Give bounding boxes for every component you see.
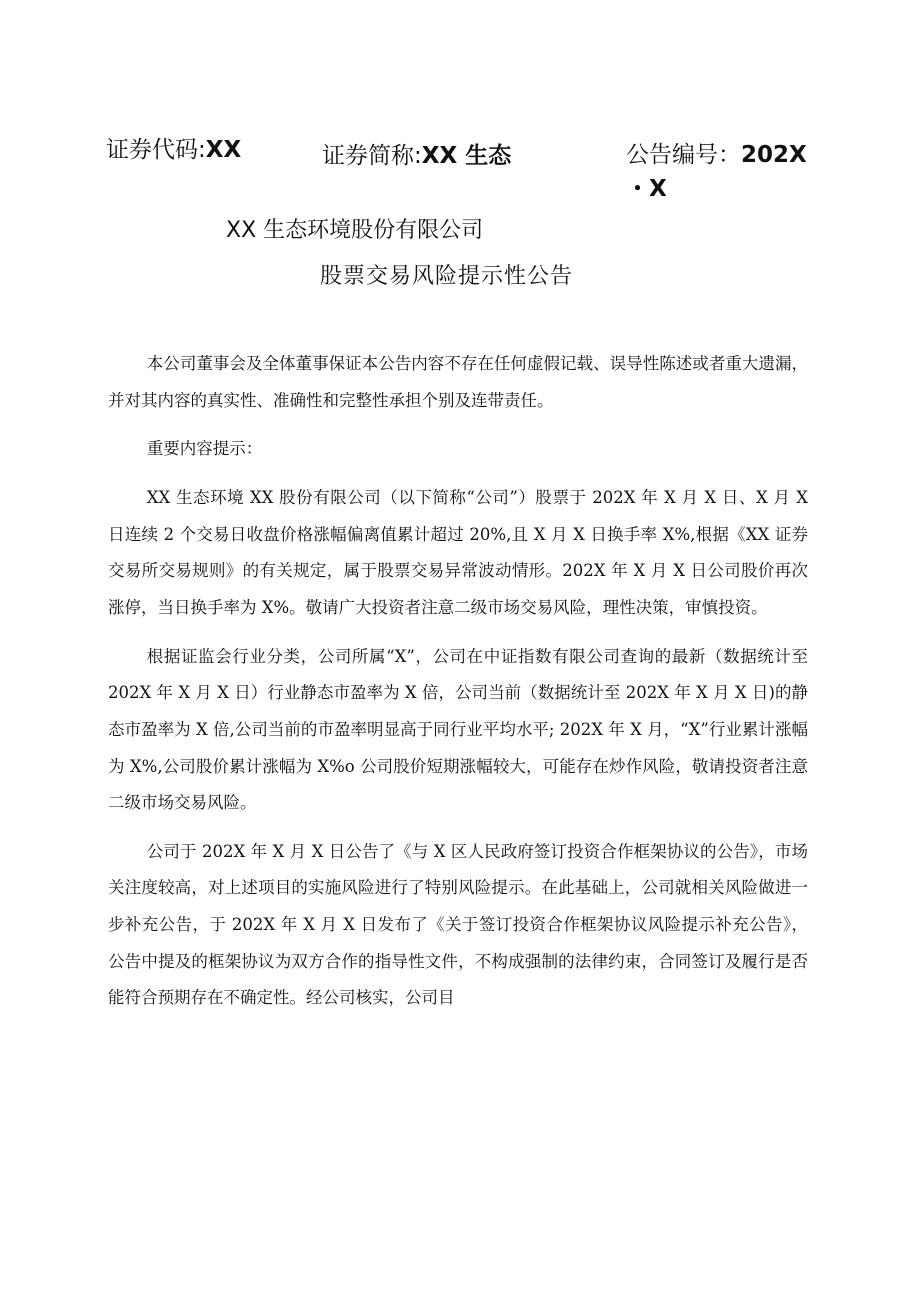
- notice-number-continued: [626, 170, 667, 203]
- trading-anomaly-paragraph: XX 生态环境 XX 股份有限公司（以下简称“公司”）股票于 202X 年 X 月 X 日、X 月 X 日连续 2 个交易日收盘价格涨幅偏离值累计超过 20%,且 X 月 X 日换手率 X%,根据《XX 证券交易所交易规则》的有关规定，属于股票交易异常波动情形。202X 年 X 月 X 日公司股价再次涨停，当日换手率为 X%。敬请广大投资者注意二级市场交易风险，理性决策，审慎投资。: [108, 488, 808, 617]
- notice-number-label: 公告编号：: [626, 142, 741, 168]
- stock-code-label: 证券代码:: [106, 137, 206, 163]
- stock-code: [106, 131, 241, 164]
- stock-code-value: XX: [205, 137, 242, 163]
- framework-agreement-paragraph: 公司于 202X 年 X 月 X 日公告了《与 X 区人民政府签订投资合作框架协议的公告》，市场关注度较高，对上述项目的实施风险进行了特别风险提示。在此基础上，公司就相关风险做进一步补充公告，于 202X 年 X 月 X 日发布了《关于签订投资合作框架协议风险提示补充公告》，公告中提及的框架协议为双方合作的指导性文件，不构成强制的法律约束，合同签订及履行是否能符合预期存在不确定性。经公司核实，公司目: [108, 841, 808, 1008]
- pe-ratio-paragraph: 根据证监会行业分类，公司所属“X”，公司在中证指数有限公司查询的最新（数据统计至 202X 年 X 月 X 日）行业静态市盈率为 X 倍，公司当前（数据统计至 202X 年 X 月 X 日)的静态市盈率为 X 倍,公司当前的市盈率明显高于同行业平均水平; 202X 年 X 月，“X”行业累计涨幅为 X%,公司股价累计涨幅为 X%o 公司股价短期涨幅较大，可能存在炒作风险，敬请投资者注意二级市场交易风险。: [108, 646, 808, 813]
- notice-body: [108, 346, 808, 1017]
- notice-number: [626, 136, 807, 169]
- notice-number-cont-value: ・X: [626, 176, 667, 202]
- stock-abbr-label: 证券简称:: [322, 143, 422, 169]
- stock-abbr-value: XX 生态: [421, 143, 512, 169]
- key-points-heading: 重要内容提示：: [146, 439, 263, 459]
- disclaimer-paragraph: 本公司董事会及全体董事保证本公告内容不存在任何虚假记载、误导性陈述或者重大遗漏，并对其内容的真实性、准确性和完整性承担个别及连带责任。: [108, 354, 808, 410]
- stock-abbreviation: [322, 137, 511, 170]
- notice-number-value: 202X: [741, 142, 807, 168]
- company-title: XX 生态环境股份有限公司: [226, 218, 484, 243]
- notice-title: 股票交易风险提示性公告: [320, 264, 574, 289]
